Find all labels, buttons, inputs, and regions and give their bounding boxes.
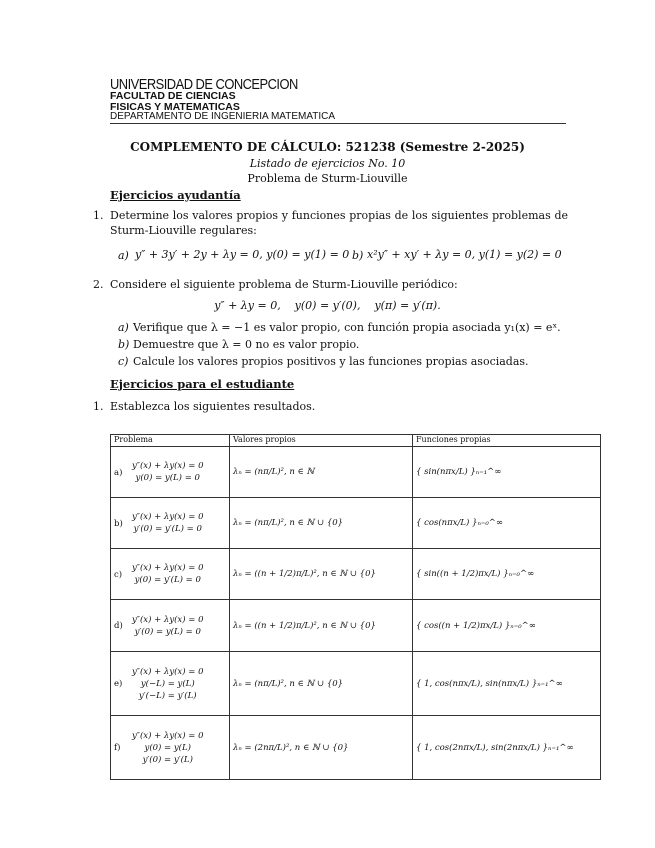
- equation-1b: x²y″ + xy′ + λy = 0, y(1) = y(2) = 0: [367, 248, 562, 261]
- document-title: COMPLEMENTO DE CÁLCULO: 521238 (Semestre 2-2025): [130, 140, 525, 154]
- table-header-cell: Problema: [111, 435, 230, 447]
- problem-line: y′(0) = y(L) = 0: [134, 626, 201, 637]
- problem-equations: [132, 460, 203, 484]
- problem-cell: [111, 447, 230, 498]
- table-row: [111, 447, 601, 498]
- exercise-2b-text: Demuestre que λ = 0 no es valor propio.: [133, 338, 360, 351]
- eigenvalues-cell: λₙ = (nπ/L)², n ∈ ℕ ∪ {0}: [230, 498, 413, 549]
- problem-line: y″(x) + λy(x) = 0: [132, 666, 204, 677]
- item-a-label: a): [118, 321, 129, 334]
- problem-line: y(0) = y(L) = 0: [135, 473, 200, 483]
- problem-line: y″(x) + λy(x) = 0: [132, 512, 204, 522]
- table-header-row: [111, 435, 601, 447]
- problem-line: y″(x) + λy(x) = 0: [132, 563, 204, 573]
- document-topic: Problema de Sturm-Liouville: [247, 172, 408, 185]
- problem-equations: [132, 666, 203, 702]
- item-b-label: b): [118, 338, 130, 351]
- row-label: f): [114, 743, 121, 753]
- results-table: [110, 434, 601, 780]
- university-name: UNIVERSIDAD DE CONCEPCION: [110, 76, 298, 93]
- faculty-name: [110, 91, 240, 113]
- problem-line: y″(x) + λy(x) = 0: [132, 730, 204, 741]
- eigenvalues-cell: λₙ = ((n + 1/2)π/L)², n ∈ ℕ ∪ {0}: [230, 549, 413, 600]
- item-label: [118, 337, 129, 352]
- row-label: a): [114, 467, 123, 478]
- problem-line: y″(x) + λy(x) = 0: [132, 614, 204, 625]
- eigenvalues-cell: λₙ = ((n + 1/2)π/L)², n ∈ ℕ ∪ {0}: [230, 600, 413, 652]
- row-label: b): [114, 518, 123, 529]
- exercise-number: 1.: [93, 400, 104, 413]
- eigenfunctions-cell: { cos(nπx/L) }ₙ₌₀^∞: [413, 498, 601, 549]
- table-row: [111, 549, 601, 600]
- department-name: DEPARTAMENTO DE INGENIERIA MATEMATICA: [110, 111, 336, 122]
- problem-equations: [132, 562, 203, 586]
- equation-1a: y″ + 3y′ + 2y + λy = 0, y(0) = y(1) = 0: [135, 248, 350, 261]
- table-header-cell: Funciones propias: [413, 435, 601, 447]
- row-label: c): [114, 569, 123, 580]
- problem-line: y′(0) = y′(L) = 0: [133, 524, 202, 534]
- faculty-line-1: FACULTAD DE CIENCIAS: [110, 90, 236, 102]
- problem-line: y(0) = y(L): [144, 742, 191, 753]
- section-heading-estudiante: Ejercicios para el estudiante: [110, 377, 295, 391]
- exercise-2-text: Considere el siguiente problema de Sturm-Liouville periódico:: [110, 278, 458, 291]
- exercise-number: 2.: [93, 278, 104, 291]
- problem-cell: [111, 498, 230, 549]
- item-b-label: b): [352, 249, 364, 262]
- eigenfunctions-cell: { cos((n + 1/2)πx/L) }ₙ₌₀^∞: [413, 600, 601, 652]
- header-divider: [110, 123, 566, 124]
- section-heading-ayudantia: Ejercicios ayudantía: [110, 188, 241, 202]
- eigenfunctions-cell: { 1, cos(2nπx/L), sin(2nπx/L) }ₙ₌₁^∞: [413, 716, 601, 780]
- problem-line: y′(−L) = y′(L): [138, 690, 197, 701]
- document-subtitle: Listado de ejercicios No. 10: [249, 157, 406, 170]
- table-header-cell: Valores propios: [230, 435, 413, 447]
- eigenvalues-cell: λₙ = (2nπ/L)², n ∈ ℕ ∪ {0}: [230, 716, 413, 780]
- eigenfunctions-cell: { 1, cos(nπx/L), sin(nπx/L) }ₙ₌₁^∞: [413, 652, 601, 716]
- problem-line: y′(0) = y′(L): [142, 754, 193, 765]
- eigenfunctions-cell: { sin((n + 1/2)πx/L) }ₙ₌₀^∞: [413, 549, 601, 600]
- eigenvalues-cell: λₙ = (nπ/L)², n ∈ ℕ ∪ {0}: [230, 652, 413, 716]
- eigenfunctions-cell: { sin(nπx/L) }ₙ₌₁^∞: [413, 447, 601, 498]
- problem-cell: [111, 716, 230, 780]
- exercise-number: 1.: [93, 209, 104, 222]
- table-row: [111, 498, 601, 549]
- eigenvalues-cell: λₙ = (nπ/L)², n ∈ ℕ: [230, 447, 413, 498]
- item-label: [352, 248, 363, 263]
- problem-cell: [111, 600, 230, 652]
- item-a-label: a): [118, 249, 129, 262]
- item-label: [118, 320, 129, 335]
- exercise-2a-text: Verifique que λ = −1 es valor propio, con función propia asociada y₁(x) = eˣ.: [133, 321, 561, 334]
- faculty-line-2: FISICAS Y MATEMATICAS: [110, 101, 240, 113]
- exercise-1-text: Determine los valores propios y funciones propias de los siguientes problemas de Sturm-Liouville regulares:: [110, 209, 568, 237]
- problem-cell: [111, 549, 230, 600]
- table-row: [111, 652, 601, 716]
- problem-line: y(−L) = y(L): [140, 678, 195, 689]
- problem-equations: [132, 511, 203, 535]
- problem-cell: [111, 652, 230, 716]
- item-label: [118, 248, 129, 263]
- exercise-2c-text: Calcule los valores propios positivos y las funciones propias asociadas.: [133, 355, 529, 368]
- table-row: [111, 716, 601, 780]
- table-row: [111, 600, 601, 652]
- problem-equations: [132, 614, 203, 638]
- problem-line: y(0) = y′(L) = 0: [134, 575, 201, 585]
- exercise-student-text: Establezca los siguientes resultados.: [110, 400, 316, 413]
- equation-2: y″ + λy = 0, y(0) = y′(0), y(π) = y′(π).: [214, 299, 441, 312]
- problem-line: y″(x) + λy(x) = 0: [132, 461, 204, 471]
- item-c-label: c): [118, 355, 129, 368]
- row-label: e): [114, 679, 123, 689]
- row-label: d): [114, 621, 123, 631]
- problem-equations: [132, 730, 203, 766]
- item-label: [118, 354, 128, 369]
